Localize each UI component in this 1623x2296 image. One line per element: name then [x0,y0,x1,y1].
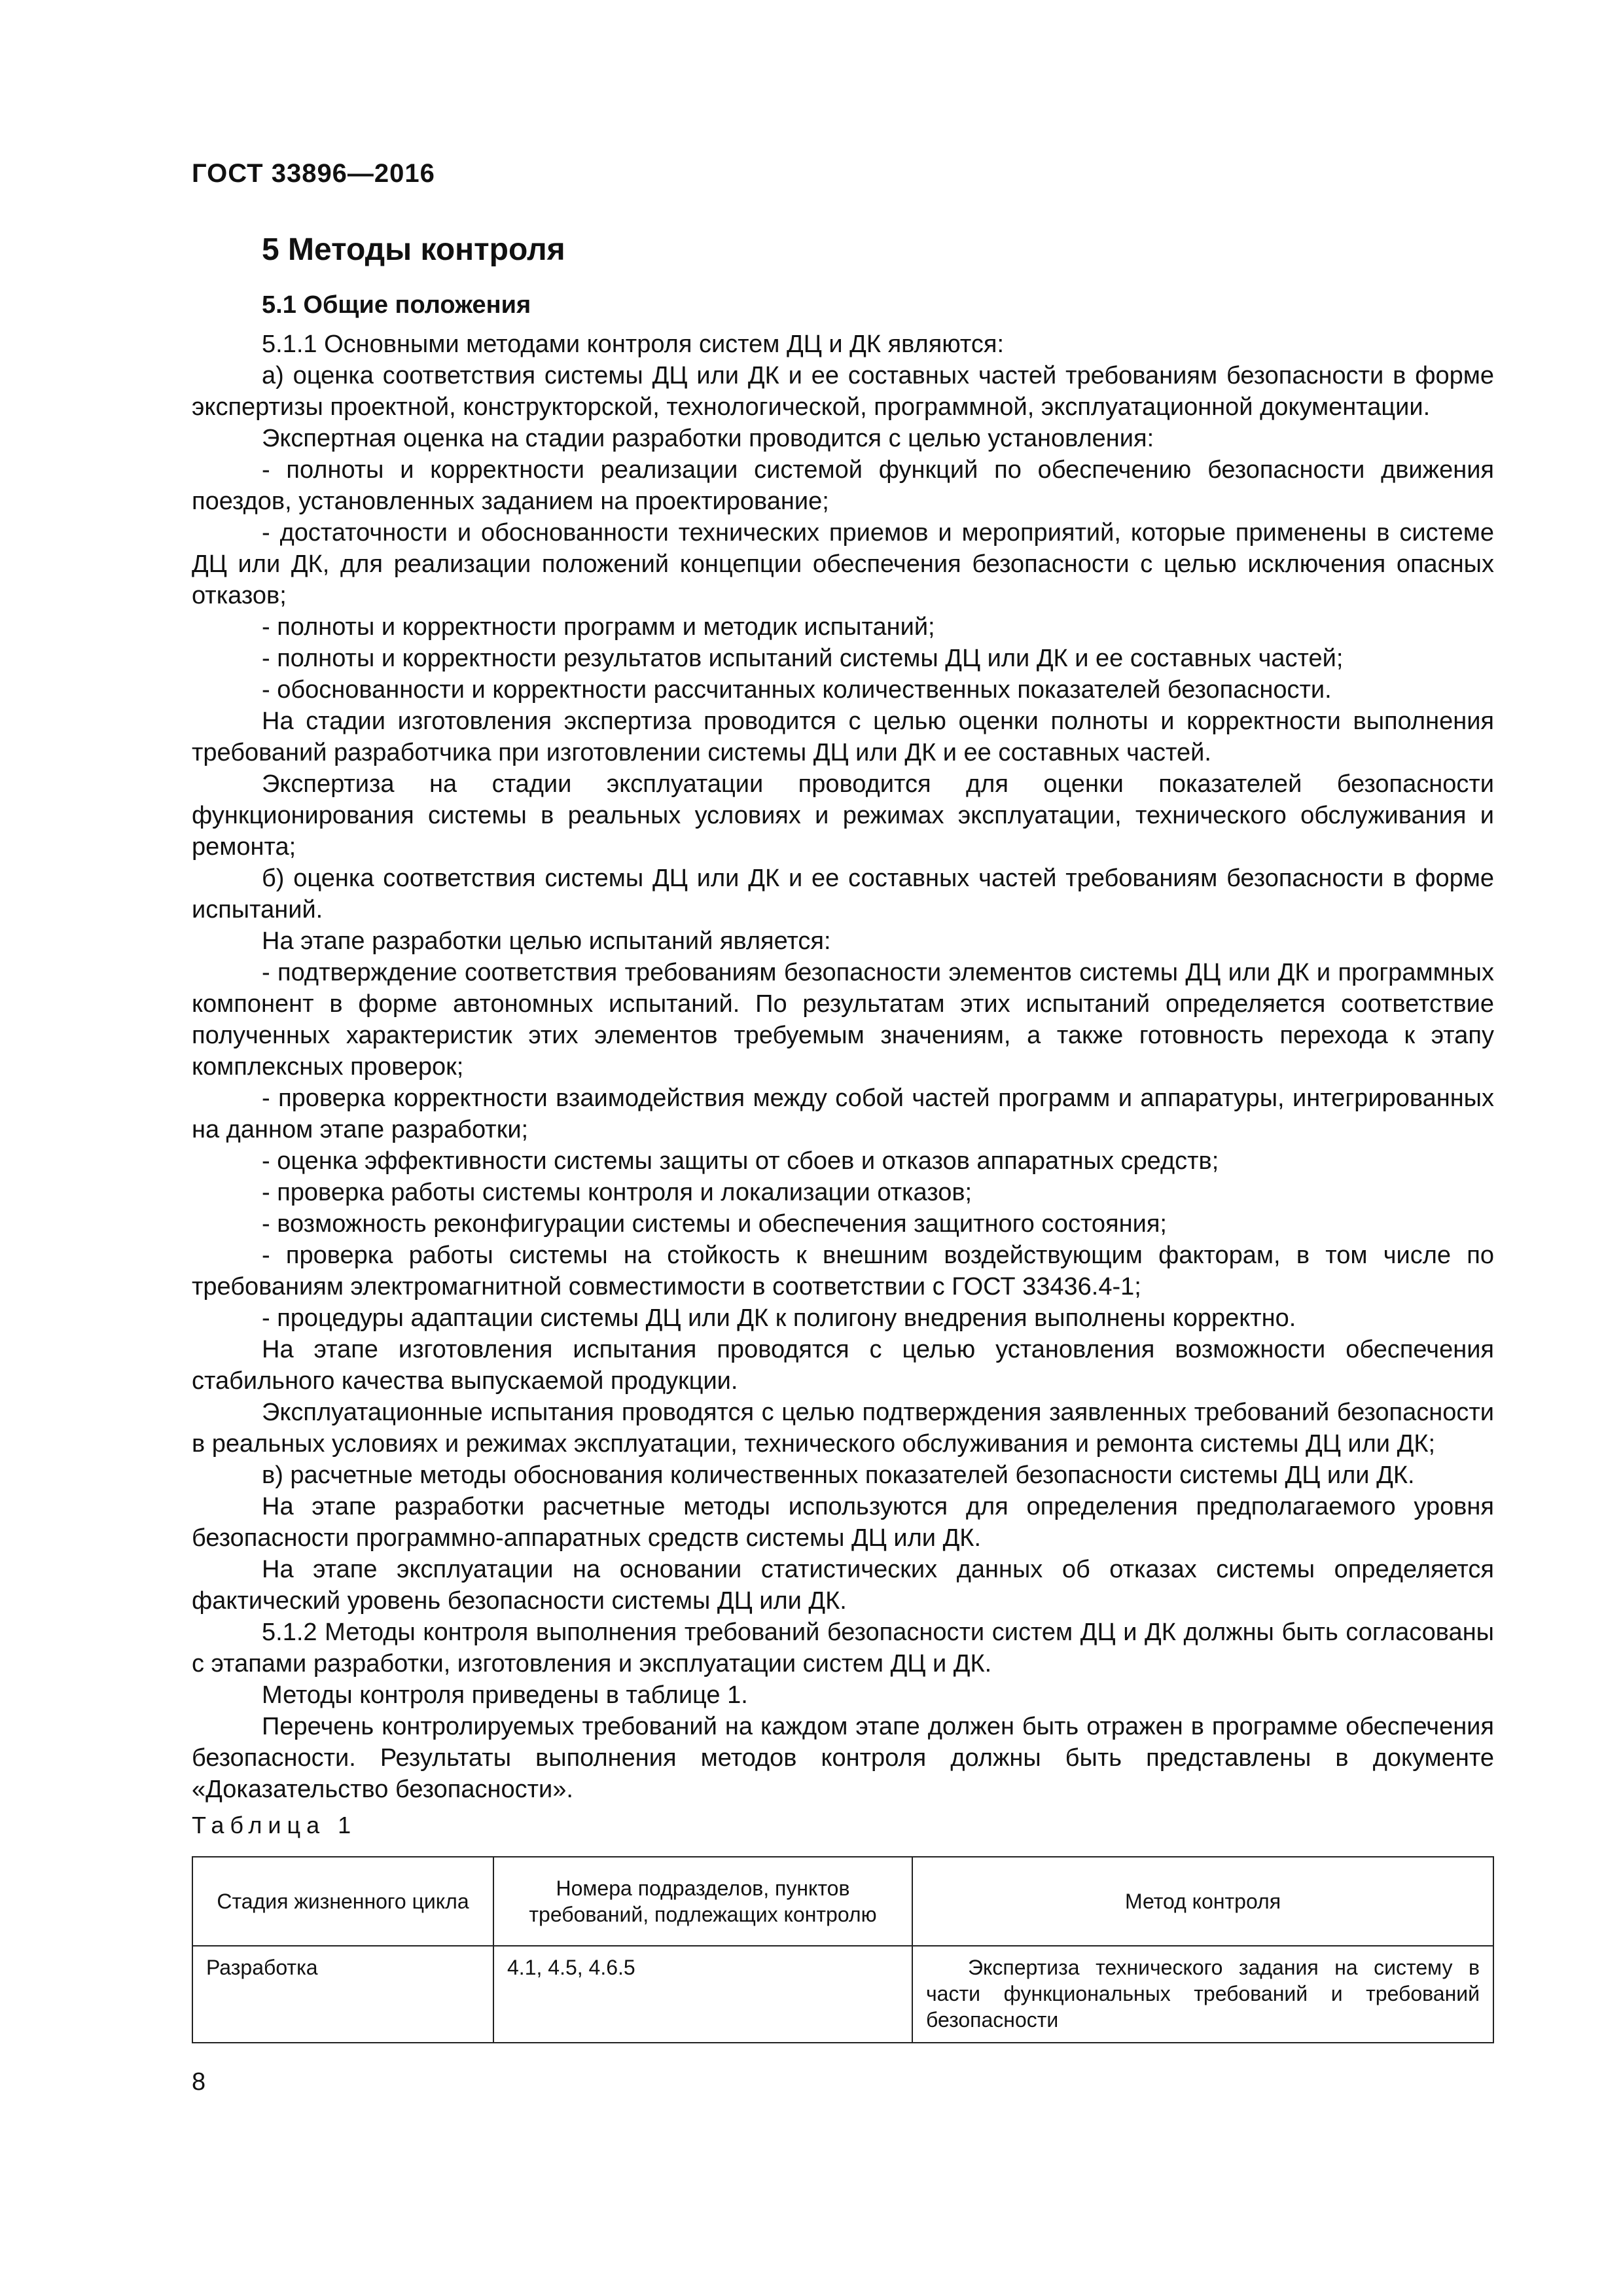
paragraph: На этапе разработки расчетные методы используются для определения предполагаемого уровня безопасности программно-аппаратных средств системы ДЦ или ДК. [192,1493,1494,1552]
paragraph: - проверка корректности взаимодействия между собой частей программ и аппаратуры, интегрированных на данном этапе разработки; [192,1085,1494,1143]
table-cell-method-text: Экспертиза технического задания на систему в части функциональных требований и требований безопасности [926,1956,1480,2032]
page-number: 8 [192,2068,206,2096]
paragraph: Экспертиза на стадии эксплуатации проводится для оценки показателей безопасности функционирования системы в реальных условиях и режимах эксплуатации, технического обслуживания и ремонта; [192,770,1494,861]
paragraph: На этапе изготовления испытания проводятся с целью установления возможности обеспечения стабильного качества выпускаемой продукции. [192,1336,1494,1395]
paragraph: Экспертная оценка на стадии разработки проводится с целью установления: [262,425,1154,452]
paragraph: - оценка эффективности системы защиты от сбоев и отказов аппаратных средств; [262,1147,1219,1175]
paragraph: - процедуры адаптации системы ДЦ или ДК к полигону внедрения выполнены корректно. [262,1304,1296,1332]
paragraph: 5.1.1 Основными методами контроля систем ДЦ и ДК являются: [262,331,1005,358]
paragraph: - проверка работы системы на стойкость к внешним воздействующим факторам, в том числе по требованиям электромагнитной совместимости в соответствии с ГОСТ 33436.4-1; [192,1242,1494,1300]
paragraph: а) оценка соответствия системы ДЦ или ДК и ее составных частей требованиям безопасности в форме экспертизы проектной, конструкторской, технологической, программной, эксплуатационной документации. [192,362,1494,421]
paragraph: Эксплуатационные испытания проводятся с целью подтверждения заявленных требований безопасности в реальных условиях и режимах эксплуатации, технического обслуживания и ремонта системы ДЦ или ДК; [192,1399,1494,1458]
paragraph: - полноты и корректности реализации системой функций по обеспечению безопасности движения поездов, установленных заданием на проектирование; [192,456,1494,515]
table-caption: Таблица 1 [192,1812,357,1839]
paragraph: - достаточности и обоснованности технических приемов и мероприятий, которые применены в системе ДЦ или ДК, для реализации положений концепции обеспечения безопасности с целью исключения опасных отказов; [192,519,1494,609]
paragraph: - подтверждение соответствия требованиям безопасности элементов системы ДЦ или ДК и программных компонент в форме автономных испытаний. По результатам этих испытаний определяется соответствие полученных характеристик этих элементов требуемым значениям, а также готовность перехода к этапу комплексных проверок; [192,959,1494,1081]
table-header-row [192,1857,1493,1946]
table-header-items: Номера подразделов, пунктов требований, подлежащих контролю [493,1857,912,1946]
paragraph: На этапе эксплуатации на основании статистических данных об отказах системы определяется фактический уровень безопасности системы ДЦ или ДК. [192,1556,1494,1615]
body-text [192,329,1494,1805]
paragraph: На этапе разработки целью испытаний является: [262,927,831,955]
paragraph: Перечень контролируемых требований на каждом этапе должен быть отражен в программе обеспечения безопасности. Результаты выполнения методов контроля должны быть представлены в документе «Доказательство безопасности». [192,1713,1494,1803]
table-cell-items: 4.1, 4.5, 4.6.5 [493,1946,912,2043]
paragraph: б) оценка соответствия системы ДЦ или ДК и ее составных частей требованиям безопасности в форме испытаний. [192,865,1494,924]
paragraph: - возможность реконфигурации системы и обеспечения защитного состояния; [262,1210,1167,1238]
paragraph: - полноты и корректности программ и методик испытаний; [262,613,935,641]
paragraph: - проверка работы системы контроля и локализации отказов; [262,1179,972,1206]
table-cell-stage: Разработка [192,1946,493,2043]
paragraph: - обоснованности и корректности рассчитанных количественных показателей безопасности. [262,676,1332,704]
table-row [192,1946,1493,2043]
section-title: 5 Методы контроля [262,232,565,267]
subsection-title: 5.1 Общие положения [262,291,531,319]
document-header: ГОСТ 33896—2016 [192,159,435,188]
table-header-method: Метод контроля [912,1857,1493,1946]
paragraph: На стадии изготовления экспертиза проводится с целью оценки полноты и корректности выполнения требований разработчика при изготовлении системы ДЦ или ДК и ее составных частей. [192,708,1494,766]
paragraph: Методы контроля приведены в таблице 1. [262,1681,748,1709]
table-header-stage: Стадия жизненного цикла [192,1857,493,1946]
paragraph: в) расчетные методы обоснования количественных показателей безопасности системы ДЦ или ДК. [262,1462,1415,1489]
paragraph: 5.1.2 Методы контроля выполнения требований безопасности систем ДЦ и ДК должны быть согласованы с этапами разработки, изготовления и эксплуатации систем ДЦ и ДК. [192,1619,1494,1677]
table-cell-method [912,1946,1493,2043]
methods-table [192,1856,1494,2043]
paragraph: - полноты и корректности результатов испытаний системы ДЦ или ДК и ее составных частей; [262,645,1344,672]
